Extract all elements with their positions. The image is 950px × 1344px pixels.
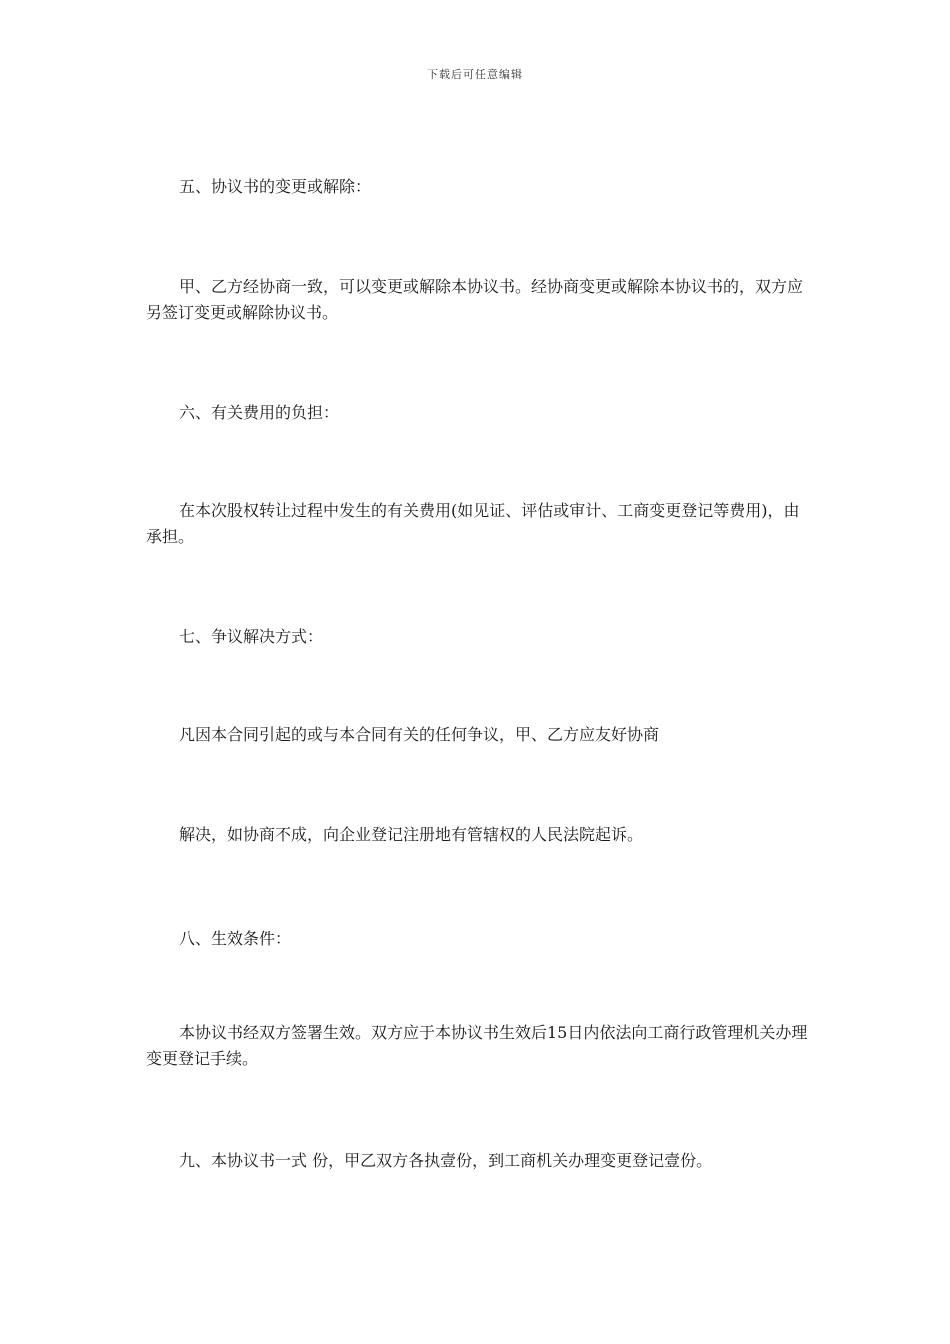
section-9-body: 九、本协议书一式 份，甲乙双方各执壹份，到工商机关办理变更登记壹份。	[179, 1151, 713, 1170]
section-8-heading: 八、生效条件：	[179, 929, 292, 948]
section-7-heading: 七、争议解决方式：	[179, 627, 324, 646]
section-5-body: 甲、乙方经协商一致，可以变更或解除本协议书。经协商变更或解除本协议书的，双方应另签订变更或解除协议书。	[146, 277, 804, 322]
section-6-body: 在本次股权转让过程中发生的有关费用(如见证、评估或审计、工商变更登记等费用)，由 承担。	[146, 501, 800, 546]
section-5-heading: 五、协议书的变更或解除：	[179, 177, 372, 196]
section-8-body: 本协议书经双方签署生效。双方应于本协议书生效后15日内依法向工商行政管理机关办理变更登记手续。	[146, 1023, 808, 1068]
section-6-heading: 六、有关费用的负担：	[179, 403, 340, 422]
section-7-body-1: 凡因本合同引起的或与本合同有关的任何争议，甲、乙方应友好协商	[179, 725, 660, 744]
section-7-body-2: 解决，如协商不成，向企业登记注册地有管辖权的人民法院起诉。	[179, 825, 644, 844]
header-note: 下载后可任意编辑	[427, 68, 523, 81]
